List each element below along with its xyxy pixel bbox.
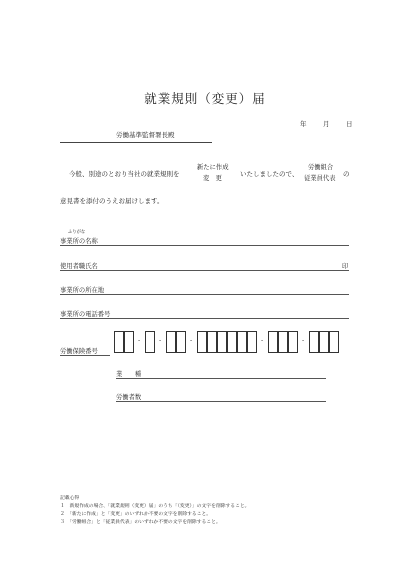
worker-count-line <box>116 401 326 402</box>
digit-box[interactable] <box>217 331 227 353</box>
body-line1-middle: いたしましたので、 <box>240 170 299 178</box>
industry-label: 業 種 <box>116 371 142 378</box>
office-name-line <box>60 245 349 246</box>
separator: - <box>138 337 141 344</box>
digit-box[interactable] <box>319 331 329 353</box>
digit-box[interactable] <box>145 331 155 353</box>
separator: - <box>190 337 193 344</box>
worker-count-label: 労働者数 <box>116 394 142 401</box>
addressee-underline <box>60 142 212 143</box>
notes-title: 記載心得 <box>60 496 80 501</box>
digit-box[interactable] <box>288 331 298 353</box>
digit-box[interactable] <box>309 331 319 353</box>
option-union: 労働組合 <box>308 164 334 171</box>
digit-box[interactable] <box>166 331 176 353</box>
employer-name-line <box>60 270 349 271</box>
digit-box[interactable] <box>237 331 247 353</box>
office-phone-label: 事業所の電話番号 <box>60 311 111 318</box>
body-line1-suffix: の <box>343 170 350 178</box>
digit-box[interactable] <box>268 331 278 353</box>
option-rep: 従業員代表 <box>304 175 336 182</box>
body-line2: 意見書を添付のうえお届けします。 <box>60 197 164 205</box>
option-create-or-change <box>197 162 228 184</box>
digit-box[interactable] <box>124 331 134 353</box>
date-month-label: 月 <box>323 120 330 128</box>
separator: - <box>261 337 264 344</box>
digit-box[interactable] <box>207 331 217 353</box>
date-day-label: 日 <box>346 120 353 128</box>
office-address-line <box>60 294 349 295</box>
digit-box[interactable] <box>114 331 124 353</box>
option-change: 変 更 <box>203 175 222 182</box>
office-name-label: 事業所の名称 <box>60 238 98 245</box>
note-item: １ 新規作成の場合、「就業規則（変更）届」のうち「（変更）」の文字を削除すること。 <box>60 504 250 509</box>
option-union-or-rep <box>304 162 335 184</box>
insurance-number-label: 労働保険番号 <box>60 348 98 355</box>
digit-box[interactable] <box>247 331 257 353</box>
note-item: ３ 「労働組合」と「従業員代表」のいずれか不要の文字を削除すること。 <box>60 520 221 525</box>
employer-name-label: 使用者職氏名 <box>60 263 98 270</box>
option-new: 新たに作成 <box>197 164 229 171</box>
date-year-label: 年 <box>300 120 307 128</box>
office-phone-line <box>60 318 349 319</box>
form-title: 就業規則（変更）届 <box>144 91 266 106</box>
digit-box[interactable] <box>197 331 207 353</box>
seal-mark: 印 <box>342 263 349 270</box>
addressee: 労働基準監督署長殿 <box>116 131 175 139</box>
insurance-number-label-line <box>60 355 110 356</box>
note-item: ２ 「新たに作成」と「変更」のいずれか不要の文字を削除すること。 <box>60 512 212 517</box>
furigana-label: ふりがな <box>68 230 86 235</box>
separator: - <box>159 337 162 344</box>
digit-box[interactable] <box>329 331 339 353</box>
digit-box[interactable] <box>227 331 237 353</box>
digit-box[interactable] <box>278 331 288 353</box>
office-address-label: 事業所の所在地 <box>60 287 105 294</box>
body-line1-prefix: 今般、別途のとおり当社の就業規則を <box>69 170 180 178</box>
separator: - <box>302 337 305 344</box>
industry-line <box>116 378 326 379</box>
digit-box[interactable] <box>176 331 186 353</box>
